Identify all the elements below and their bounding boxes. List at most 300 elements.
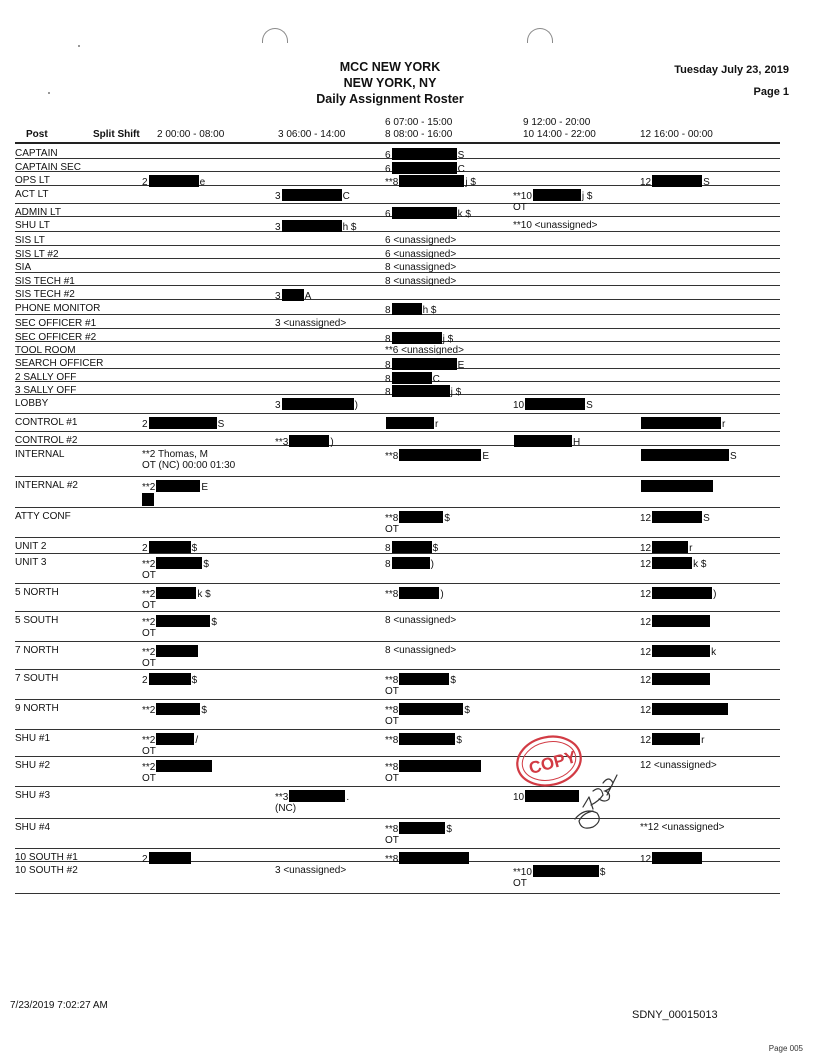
table-row xyxy=(15,757,780,787)
post-name: CAPTAIN xyxy=(15,148,58,159)
shift-code: **8 xyxy=(385,824,399,835)
shift-12-assignment xyxy=(640,645,716,658)
table-row xyxy=(15,414,780,432)
assignment-line xyxy=(640,587,716,600)
assignment-suffix: r xyxy=(689,543,693,554)
assignment-line xyxy=(513,398,593,411)
handwritten-date-icon xyxy=(575,775,617,828)
shift-code: 12 xyxy=(640,705,652,716)
assignment-text: 6 <unassigned> xyxy=(385,249,457,260)
assignment-line xyxy=(640,480,714,493)
shift-12-assignment xyxy=(640,417,725,430)
shift-10-assignment xyxy=(513,220,598,231)
shift-code: 6 xyxy=(385,209,391,220)
redacted-name-box xyxy=(156,703,200,715)
assignment-text: 8 <unassigned> xyxy=(385,262,457,273)
assignment-line xyxy=(142,615,217,628)
assignment-line xyxy=(385,541,438,554)
redacted-name-box xyxy=(525,398,585,410)
assignment-note: OT xyxy=(513,202,527,213)
assignment-line xyxy=(640,733,704,746)
report-title-block xyxy=(250,59,530,107)
post-name: UNIT 3 xyxy=(15,557,47,568)
shift-2-assignment xyxy=(142,733,198,757)
shift-code: **8 xyxy=(385,854,399,865)
table-row xyxy=(15,849,780,865)
redacted-name-box xyxy=(652,645,710,657)
post-name: SEC OFFICER #2 xyxy=(15,332,97,343)
shift-12-assignment xyxy=(640,557,706,570)
assignment-suffix: C xyxy=(457,164,465,175)
shift-12-assignment xyxy=(640,822,725,833)
shift-code: 8 xyxy=(385,360,391,371)
assignment-line xyxy=(640,822,725,833)
assignment-line xyxy=(385,235,456,246)
shift-code: **8 xyxy=(385,675,399,686)
col-header-shift-8: 8 08:00 - 16:00 xyxy=(385,129,453,140)
shift-2-assignment xyxy=(142,645,199,669)
shift-code: 8 xyxy=(385,387,391,398)
assignment-line xyxy=(142,541,197,554)
assignment-suffix: r xyxy=(701,735,705,746)
shift-code: 12 xyxy=(640,589,652,600)
shift-8-assignment xyxy=(385,673,456,697)
assignment-line xyxy=(385,587,444,600)
assignment-suffix: ) xyxy=(430,559,434,570)
assignment-note: OT xyxy=(385,716,399,727)
post-name: 2 SALLY OFF xyxy=(15,372,77,383)
shift-code: **8 xyxy=(385,735,399,746)
assignment-line xyxy=(385,449,489,462)
assignment-suffix: $ xyxy=(464,705,470,716)
shift-code: **8 xyxy=(385,705,399,716)
redacted-name-box xyxy=(282,220,342,232)
assignment-note: (NC) xyxy=(275,803,297,814)
assignment-suffix: $ xyxy=(191,675,198,686)
table-row xyxy=(15,787,780,819)
table-row xyxy=(15,508,780,538)
shift-2-assignment xyxy=(142,760,213,784)
assignment-note: OT xyxy=(385,686,399,697)
table-row xyxy=(15,232,780,246)
assignment-suffix: j $ xyxy=(442,334,454,345)
assignment-line xyxy=(275,189,350,202)
assignment-suffix: $ xyxy=(450,675,456,686)
post-name: 5 SOUTH xyxy=(15,615,59,626)
shift-code: 3 xyxy=(275,291,281,302)
assignment-suffix: ) xyxy=(330,437,334,448)
redacted-name-box xyxy=(399,703,463,715)
table-row xyxy=(15,642,780,670)
scan-speck xyxy=(48,92,50,94)
print-timestamp: 7/23/2019 7:02:27 AM xyxy=(10,1000,108,1011)
redacted-name-box xyxy=(156,733,194,745)
shift-12-assignment xyxy=(640,615,711,628)
shift-12-assignment xyxy=(640,587,716,600)
table-row xyxy=(15,554,780,584)
post-name: SIS LT #2 xyxy=(15,249,59,260)
redacted-name-box xyxy=(156,587,196,599)
table-row xyxy=(15,395,780,414)
table-row xyxy=(15,145,780,159)
shift-2-assignment xyxy=(142,541,197,554)
assignment-note: OT xyxy=(142,628,156,639)
assignment-text: **6 <unassigned> xyxy=(385,345,464,356)
assignment-line xyxy=(142,733,198,746)
shift-8-assignment xyxy=(385,541,438,554)
shift-2-assignment xyxy=(142,449,235,471)
table-row xyxy=(15,355,780,369)
shift-code: 10 xyxy=(513,400,525,411)
assignment-line xyxy=(385,262,456,273)
assignment-text: 8 <unassigned> xyxy=(385,276,457,287)
shift-code: 10 xyxy=(513,792,525,803)
assignment-suffix: h $ xyxy=(342,222,357,233)
assignment-suffix: S xyxy=(703,177,710,188)
post-name: INTERNAL #2 xyxy=(15,480,78,491)
facility-location: NEW YORK, NY xyxy=(343,76,437,90)
assignment-suffix: / xyxy=(195,735,199,746)
assignment-suffix: r xyxy=(722,419,726,430)
shift-3-assignment xyxy=(275,189,350,202)
post-name: LOBBY xyxy=(15,398,49,409)
assignment-suffix: j $ xyxy=(581,191,593,202)
shift-code: **2 xyxy=(142,735,156,746)
table-row xyxy=(15,670,780,700)
shift-12-assignment xyxy=(640,480,714,493)
assignment-suffix: S xyxy=(217,419,225,430)
shift-12-assignment xyxy=(640,449,737,462)
redacted-name-box xyxy=(652,587,712,599)
assignment-note: OT xyxy=(385,524,399,535)
assignment-suffix: $ xyxy=(201,705,207,716)
shift-2-assignment xyxy=(142,417,224,430)
assignment-line xyxy=(142,449,235,460)
redacted-name-box xyxy=(652,703,728,715)
shift-12-assignment xyxy=(640,673,711,686)
report-title: Daily Assignment Roster xyxy=(316,92,464,106)
post-name: ADMIN LT xyxy=(15,207,61,218)
shift-2-assignment xyxy=(142,587,211,611)
assignment-text: **2 Thomas, M xyxy=(142,449,208,460)
shift-code: **10 xyxy=(513,867,532,878)
assignment-text: 3 <unassigned> xyxy=(275,318,347,329)
assignment-text: 8 <unassigned> xyxy=(385,645,457,656)
shift-code: 8 xyxy=(385,559,391,570)
post-name: SEARCH OFFICER xyxy=(15,358,104,369)
assignment-line xyxy=(275,398,358,411)
assignment-line xyxy=(640,645,716,658)
shift-code: 12 xyxy=(640,177,652,188)
post-name: SHU #1 xyxy=(15,733,51,744)
table-row xyxy=(15,259,780,273)
assignment-text: 3 <unassigned> xyxy=(275,865,347,876)
post-name: SHU #2 xyxy=(15,760,51,771)
col-header-shift-6: 6 07:00 - 15:00 xyxy=(385,117,453,128)
shift-code: 8 xyxy=(385,543,391,554)
shift-code: **8 xyxy=(385,762,399,773)
assignment-text: 8 <unassigned> xyxy=(385,615,457,626)
table-row xyxy=(15,538,780,554)
table-row xyxy=(15,862,780,894)
redacted-name-box xyxy=(149,417,217,429)
redacted-name-box xyxy=(156,480,200,492)
assignment-suffix: j $ xyxy=(465,177,476,188)
post-name: SIS TECH #2 xyxy=(15,289,75,300)
assignment-line xyxy=(385,645,456,656)
table-row xyxy=(15,315,780,329)
shift-code: 12 xyxy=(640,543,652,554)
assignment-suffix: k xyxy=(711,647,717,658)
assignment-line xyxy=(640,511,710,524)
redacted-name-box xyxy=(156,557,202,569)
col-header-post: Post xyxy=(26,129,48,140)
assignment-line xyxy=(640,760,717,771)
shift-code: **2 xyxy=(142,589,156,600)
assignment-suffix: S xyxy=(586,400,593,411)
assignment-suffix: ) xyxy=(354,400,358,411)
redacted-name-box xyxy=(149,673,191,685)
assignment-suffix: S xyxy=(730,451,737,462)
assignment-line xyxy=(385,822,452,835)
redacted-name-box xyxy=(289,790,345,802)
shift-code: 12 xyxy=(640,617,652,628)
shift-code: 12 xyxy=(640,647,652,658)
post-name: 10 SOUTH #1 xyxy=(15,852,78,863)
table-row xyxy=(15,584,780,612)
assignment-suffix: $ xyxy=(211,617,217,628)
assignment-suffix: $ xyxy=(191,543,198,554)
shift-code: **8 xyxy=(385,451,399,462)
table-row xyxy=(15,730,780,757)
assignment-line xyxy=(640,673,711,686)
redacted-name-box xyxy=(399,449,481,461)
shift-8-assignment xyxy=(385,557,434,570)
assignment-text: **12 <unassigned> xyxy=(640,822,725,833)
shift-8-assignment xyxy=(385,703,470,727)
redacted-name-box xyxy=(282,398,354,410)
shift-code: 12 xyxy=(640,559,652,570)
table-row xyxy=(15,300,780,315)
shift-code: 2 xyxy=(142,675,148,686)
assignment-suffix: C xyxy=(342,191,350,202)
shift-code: **8 xyxy=(385,177,399,188)
shift-8-assignment xyxy=(385,615,456,626)
shift-code: 12 xyxy=(640,854,652,865)
redacted-name-box xyxy=(399,673,449,685)
table-row xyxy=(15,204,780,220)
shift-code: **10 xyxy=(513,191,532,202)
redacted-name-box xyxy=(142,493,154,506)
shift-8-assignment xyxy=(385,235,456,246)
assignment-text: **10 <unassigned> xyxy=(513,220,598,231)
shift-8-assignment xyxy=(385,449,489,462)
shift-12-assignment xyxy=(640,733,704,746)
shift-2-assignment xyxy=(142,703,207,716)
table-row xyxy=(15,342,780,355)
assignment-line xyxy=(275,790,349,803)
shift-code: **2 xyxy=(142,559,156,570)
assignment-line xyxy=(513,865,605,878)
redacted-name-box xyxy=(641,449,729,461)
assignment-suffix: C xyxy=(432,374,440,385)
shift-2-assignment xyxy=(142,673,197,686)
bates-number: SDNY_00015013 xyxy=(632,1009,718,1021)
col-header-shift-9: 9 12:00 - 20:00 xyxy=(523,117,591,128)
post-name: PHONE MONITOR xyxy=(15,303,101,314)
shift-8-assignment xyxy=(385,645,456,656)
assignment-line xyxy=(142,587,211,600)
redacted-name-box xyxy=(392,541,432,553)
assignment-line xyxy=(142,673,197,686)
shift-3-assignment xyxy=(275,318,346,329)
assignment-note: OT xyxy=(513,878,527,889)
assignment-line xyxy=(385,511,450,524)
assignment-line xyxy=(385,703,470,716)
shift-code: **2 xyxy=(142,617,156,628)
assignment-suffix: $ xyxy=(446,824,452,835)
col-header-shift-2: 2 00:00 - 08:00 xyxy=(157,129,225,140)
assignment-suffix: . xyxy=(346,792,350,803)
assignment-line xyxy=(142,703,207,716)
post-name: SEC OFFICER #1 xyxy=(15,318,97,329)
shift-code: 3 xyxy=(275,222,281,233)
assignment-line xyxy=(385,733,462,746)
assignment-suffix: $ xyxy=(456,735,462,746)
post-name: 7 SOUTH xyxy=(15,673,59,684)
page-number: Page 1 xyxy=(753,86,789,98)
redacted-name-box xyxy=(652,673,710,685)
copy-stamp-icon xyxy=(505,727,635,837)
assignment-suffix: h $ xyxy=(422,305,437,316)
post-name: 3 SALLY OFF xyxy=(15,385,77,396)
assignment-line xyxy=(142,760,213,773)
col-header-shift-3: 3 06:00 - 14:00 xyxy=(278,129,346,140)
table-row xyxy=(15,159,780,175)
post-name: SIS TECH #1 xyxy=(15,276,75,287)
post-name: INTERNAL xyxy=(15,449,65,460)
header-divider xyxy=(15,142,780,144)
table-row xyxy=(15,432,780,446)
shift-8-assignment xyxy=(385,262,456,273)
assignment-line xyxy=(142,417,224,430)
shift-code: 8 xyxy=(385,334,391,345)
col-header-shift-12: 12 16:00 - 00:00 xyxy=(640,129,713,140)
shift-3-assignment xyxy=(275,398,358,411)
assignment-note: OT xyxy=(142,570,156,581)
redacted-name-box xyxy=(399,822,445,834)
redacted-name-box xyxy=(641,417,721,429)
assignment-line xyxy=(385,417,438,430)
assignment-line xyxy=(640,703,729,716)
assignment-suffix: r xyxy=(435,419,439,430)
shift-code: **8 xyxy=(385,513,399,524)
table-row xyxy=(15,369,780,385)
assignment-suffix: A xyxy=(304,291,312,302)
assignment-suffix: E xyxy=(457,360,465,371)
assignment-line xyxy=(142,645,199,658)
shift-code: 2 xyxy=(142,854,148,865)
shift-code: 6 xyxy=(385,150,391,161)
assignment-suffix: ) xyxy=(440,589,444,600)
assignment-note: OT (NC) 00:00 01:30 xyxy=(142,460,236,471)
assignment-suffix: S xyxy=(703,513,710,524)
shift-10-assignment xyxy=(513,865,605,889)
assignment-suffix: E xyxy=(201,482,209,493)
post-name: SIA xyxy=(15,262,32,273)
redacted-name-box xyxy=(156,760,212,772)
redacted-name-box xyxy=(533,865,599,877)
redacted-name-box xyxy=(386,417,434,429)
assignment-suffix: S xyxy=(457,150,465,161)
assignment-note: OT xyxy=(385,773,399,784)
post-name: 5 NORTH xyxy=(15,587,59,598)
post-name: 7 NORTH xyxy=(15,645,59,656)
shift-code: 3 xyxy=(275,191,281,202)
shift-code: 8 xyxy=(385,305,391,316)
assignment-suffix: k $ xyxy=(457,209,471,220)
post-name: 10 SOUTH #2 xyxy=(15,865,78,876)
shift-12-assignment xyxy=(640,511,710,524)
post-name: OPS LT xyxy=(15,175,50,186)
shift-code: **3 xyxy=(275,437,289,448)
redacted-name-box xyxy=(641,480,713,492)
assignment-line xyxy=(513,189,592,202)
redacted-name-box xyxy=(652,733,700,745)
assignment-line xyxy=(142,557,209,570)
shift-3-assignment xyxy=(275,865,346,876)
post-name: SHU #4 xyxy=(15,822,51,833)
shift-8-assignment xyxy=(385,822,452,846)
shift-10-assignment xyxy=(513,398,593,411)
roster-table xyxy=(15,145,780,894)
table-row xyxy=(15,286,780,300)
assignment-line xyxy=(640,541,692,554)
redacted-name-box xyxy=(652,511,702,523)
redacted-name-box xyxy=(392,303,422,315)
shift-code: 2 xyxy=(142,419,148,430)
shift-code: **2 xyxy=(142,482,156,493)
assignment-suffix: $ xyxy=(444,513,450,524)
shift-12-assignment xyxy=(640,760,717,771)
assignment-suffix: k $ xyxy=(693,559,707,570)
redacted-name-box xyxy=(399,511,443,523)
post-name: SHU #3 xyxy=(15,790,51,801)
redacted-name-box xyxy=(156,645,198,657)
redacted-name-box xyxy=(392,557,430,569)
shift-code: 3 xyxy=(275,400,281,411)
assignment-suffix: $ xyxy=(203,559,209,570)
assignment-line xyxy=(385,557,434,570)
shift-code: **8 xyxy=(385,589,399,600)
assignment-suffix: j $ xyxy=(450,387,462,398)
redacted-name-box xyxy=(156,615,210,627)
redacted-name-box xyxy=(533,189,581,201)
assignment-suffix: e xyxy=(199,177,206,188)
post-name: 9 NORTH xyxy=(15,703,59,714)
table-row xyxy=(15,329,780,345)
post-name: CONTROL #2 xyxy=(15,435,78,446)
redacted-name-box xyxy=(652,557,692,569)
assignment-text: 6 <unassigned> xyxy=(385,235,457,246)
scan-speck xyxy=(78,45,80,47)
redacted-name-box xyxy=(282,189,342,201)
assignment-line xyxy=(275,865,346,876)
shift-2-assignment xyxy=(142,615,217,639)
punch-hole-mark xyxy=(262,28,288,43)
report-date: Tuesday July 23, 2019 xyxy=(674,64,789,76)
redacted-name-box xyxy=(399,760,481,772)
